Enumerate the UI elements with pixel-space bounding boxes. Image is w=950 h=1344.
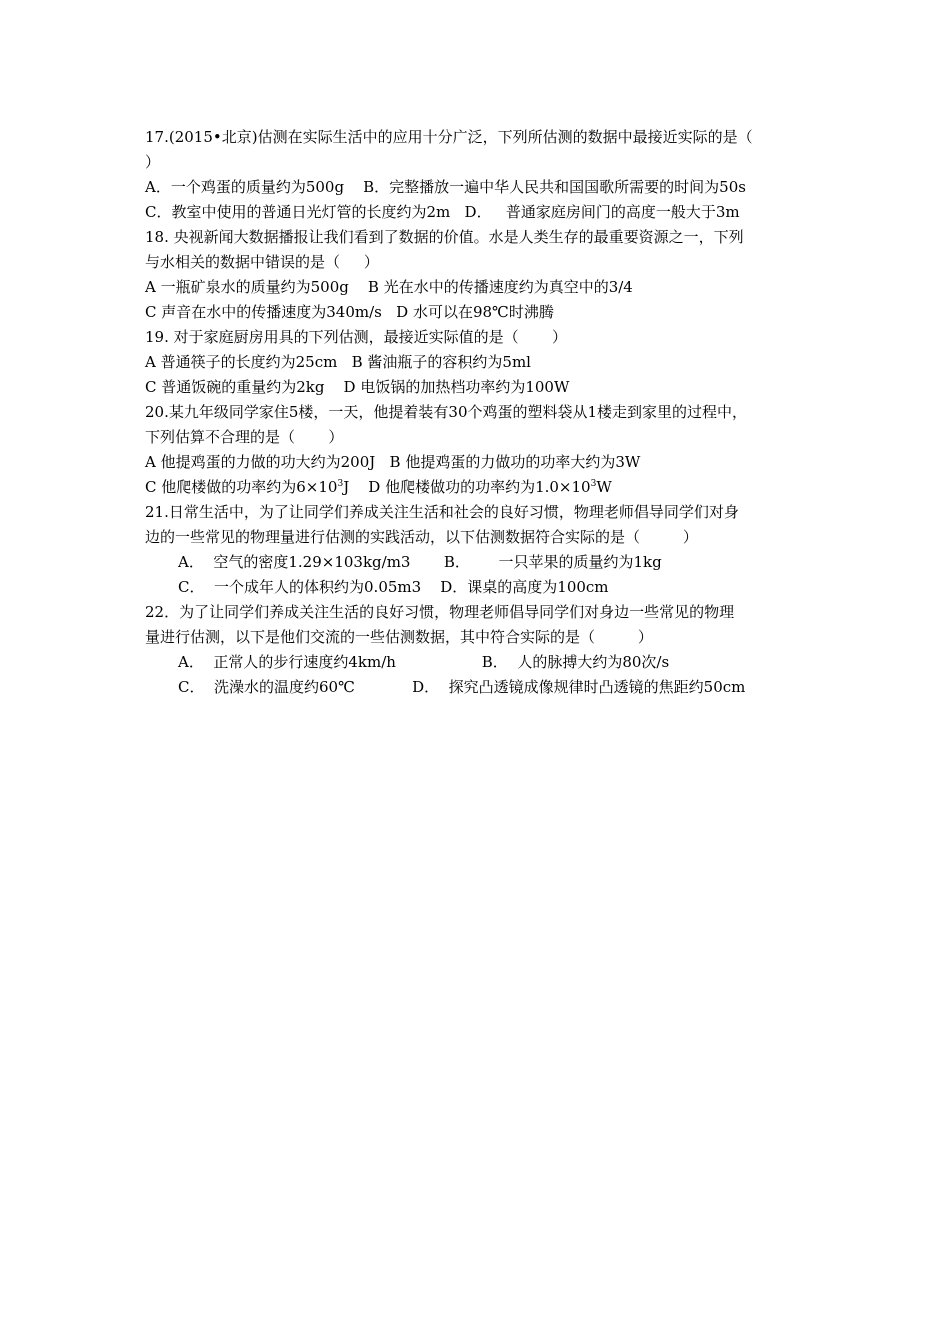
- q22-options-cd: C． 洗澡水的温度约60℃ D． 探究凸透镜成像规律时凸透镜的焦距约50cm: [178, 678, 746, 696]
- q20-options-cd: [145, 477, 612, 497]
- q21-stem-line2: 边的一些常见的物理量进行估测的实践活动，以下估测数据符合实际的是（ ）: [145, 528, 698, 546]
- q20-stem-line2: 下列估算不合理的是（ ）: [145, 428, 344, 446]
- q22-stem-line1: 22．为了让同学们养成关注生活的良好习惯，物理老师倡导同学们对身边一些常见的物理: [145, 603, 735, 621]
- q18-stem-line1: 18. 央视新闻大数据播报让我们看到了数据的价值。水是人类生存的最重要资源之一，下列: [145, 228, 744, 246]
- q20-option-c-text: C 他爬楼做的功率约为6×10: [145, 478, 338, 496]
- q19-stem: 19. 对于家庭厨房用具的下列估测，最接近实际值的是（ ）: [145, 328, 568, 346]
- q20-option-c-exponent: 3: [337, 479, 344, 489]
- q19-options-ab: A 普通筷子的长度约为25cm B 酱油瓶子的容积约为5ml: [145, 353, 531, 371]
- q22-options-ab: A． 正常人的步行速度约4km/h B． 人的脉搏大约为80次/s: [178, 653, 670, 671]
- q17-options-cd: C．教室中使用的普通日光灯管的长度约为2m D． 普通家庭房间门的高度一般大于3m: [145, 203, 740, 221]
- q21-options-cd: C． 一个成年人的体积约为0.05m3 D．课桌的高度为100cm: [178, 578, 609, 596]
- q19-options-cd: C 普通饭碗的重量约为2kg D 电饭锅的加热档功率约为100W: [145, 378, 570, 396]
- q20-option-d-unit: W: [596, 478, 612, 496]
- q21-options-ab: A． 空气的密度1.29×103kg/m3 B． 一只苹果的质量约为1kg: [178, 553, 662, 571]
- q21-stem-line1: 21.日常生活中，为了让同学们养成关注生活和社会的良好习惯，物理老师倡导同学们对身: [145, 503, 739, 521]
- q18-options-ab: A 一瓶矿泉水的质量约为500g B 光在水中的传播速度约为真空中的3/4: [145, 278, 633, 296]
- q20-option-d-text: J D 他爬楼做功的功率约为1.0×10: [343, 478, 591, 496]
- q20-options-ab: A 他提鸡蛋的力做的功大约为200J B 他提鸡蛋的力做功的功率大约为3W: [145, 453, 641, 471]
- q18-stem-line2: 与水相关的数据中错误的是（ ）: [145, 253, 379, 271]
- q22-stem-line2: 量进行估测，以下是他们交流的一些估测数据，其中符合实际的是（ ）: [145, 628, 653, 646]
- q20-option-d-exponent: 3: [590, 479, 597, 489]
- q17-stem-line1: 17.(2015•北京)估测在实际生活中的应用十分广泛，下列所估测的数据中最接近实际的是（: [145, 128, 753, 146]
- q20-stem-line1: 20.某九年级同学家住5楼，一天，他提着装有30个鸡蛋的塑料袋从1楼走到家里的过程中，: [145, 403, 748, 421]
- q17-options-ab: A．一个鸡蛋的质量约为500g B．完整播放一遍中华人民共和国国歌所需要的时间为50s: [145, 178, 746, 196]
- q17-stem-line2: ）: [145, 153, 161, 171]
- q18-options-cd: C 声音在水中的传播速度为340m/s D 水可以在98℃时沸腾: [145, 303, 554, 321]
